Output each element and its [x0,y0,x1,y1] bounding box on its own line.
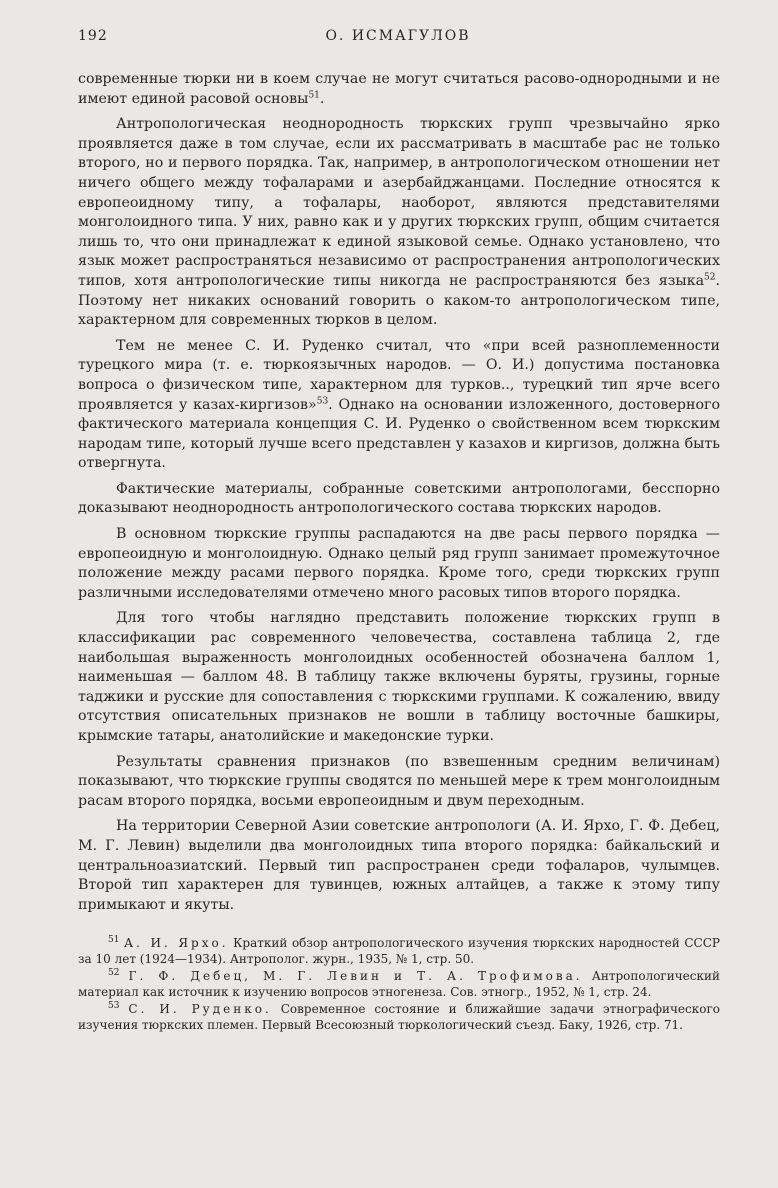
running-title: О. ИСМАГУЛОВ [325,28,471,44]
paragraph: современные тюрки ни в коем случае не могут считаться расово-однородными и не имеют единой расовой основы$^{51}$. [78,71,720,107]
paragraph: На территории Северной Азии советские антропологи (А. И. Ярхо, Г. Ф. Дебец, М. Г. Левин) выделили два монголоидных типа второго порядка: байкальский и центральноазиатский. Первый тип распространен среди тофаларов, чулымцев. Второй тип характерен для тувинцев, южных алтайцев, а также к этому типу примыкают и якуты. [78,818,720,913]
footnote: $^{51}$ А. И. Ярхо. Краткий обзор антропологического изучения тюркских народностей СССР за 10 лет (1924—1934). Антрополог. журн., 1935, № 1, стр. 50. [78,935,720,966]
page-number: 192 [78,28,108,44]
paragraph: Антропологическая неоднородность тюркских групп чрезвычайно ярко проявляется даже в том случае, если их рассматривать в масштабе рас не только второго, но и первого порядка. Так, например, в антропологическом отношении нет ничего общего между тофаларами и азербайджанцами. Последние относятся к европеоидному типу, а тофалары, наоборот, являются представителями монголоидного типа. У них, равно как и у других тюркских групп, общим считается лишь то, что они принадлежат к единой языковой семье. Однако установлено, что язык может распространяться независимо от распространения антропологических типов, хотя антропологические типы никогда не распространяются без языка$^{52}$. Поэтому нет никаких оснований говорить о каком-то антропологическом типе, характерном для современных тюрков в целом. [78,116,720,329]
footnote: $^{52}$ Г. Ф. Дебец, М. Г. Левин и Т. А. Трофимова. Антропологический материал как источник к изучению вопросов этногенеза. Сов. этногр., 1952, № 1, стр. 24. [78,968,720,999]
paragraph: Фактические материалы, собранные советскими антропологами, бесспорно доказывают неоднородность антропологического состава тюркских народов. [78,480,720,517]
paragraph: Тем не менее С. И. Руденко считал, что «при всей разноплеменности турецкого мира (т. е. тюркоязычных народов. — О. И.) допустима постановка вопроса о физическом типе, характерном для турков.., турецкий тип ярче всего проявляется у казах-киргизов»$^{53}$. Однако на основании изложенного, достоверного фактического материала концепция С. И. Руденко о свойственном всем тюркским народам типе, который лучше всего представлен у казахов и киргизов, должна быть отвергнута. [78,337,720,472]
body-text [78,70,720,921]
paragraph: Результаты сравнения признаков (по взвешенным средним величинам) показывают, что тюркские группы сводятся по меньшей мере к трем монголоидным расам второго порядка, восьми европеоидным и двум переходным. [78,753,720,809]
footnote: $^{53}$ С. И. Руденко. Современное состояние и ближайшие задачи этнографического изучения тюркских племен. Первый Всесоюзный тюркологический съезд. Баку, 1926, стр. 71. [78,1001,720,1032]
footnotes [78,935,720,1034]
page-header [78,28,718,52]
paragraph: Для того чтобы наглядно представить положение тюркских групп в классификации рас современного человечества, составлена таблица 2, где наибольшая выраженность монголоидных особенностей обозначена баллом 1, наименьшая — баллом 48. В таблицу также включены буряты, грузины, горные таджики и русские для сопоставления с тюркскими группами. К сожалению, ввиду отсутствия описательных признаков не вошли в таблицу восточные башкиры, крымские татары, анатолийские и македонские турки. [78,610,720,744]
paragraph: В основном тюркские группы распадаются на две расы первого порядка — европеоидную и монголоидную. Однако целый ряд групп занимает промежуточное положение между расами первого порядка. Кроме того, среди тюркских групп различными исследователями отмечено много расовых типов второго порядка. [78,526,720,601]
